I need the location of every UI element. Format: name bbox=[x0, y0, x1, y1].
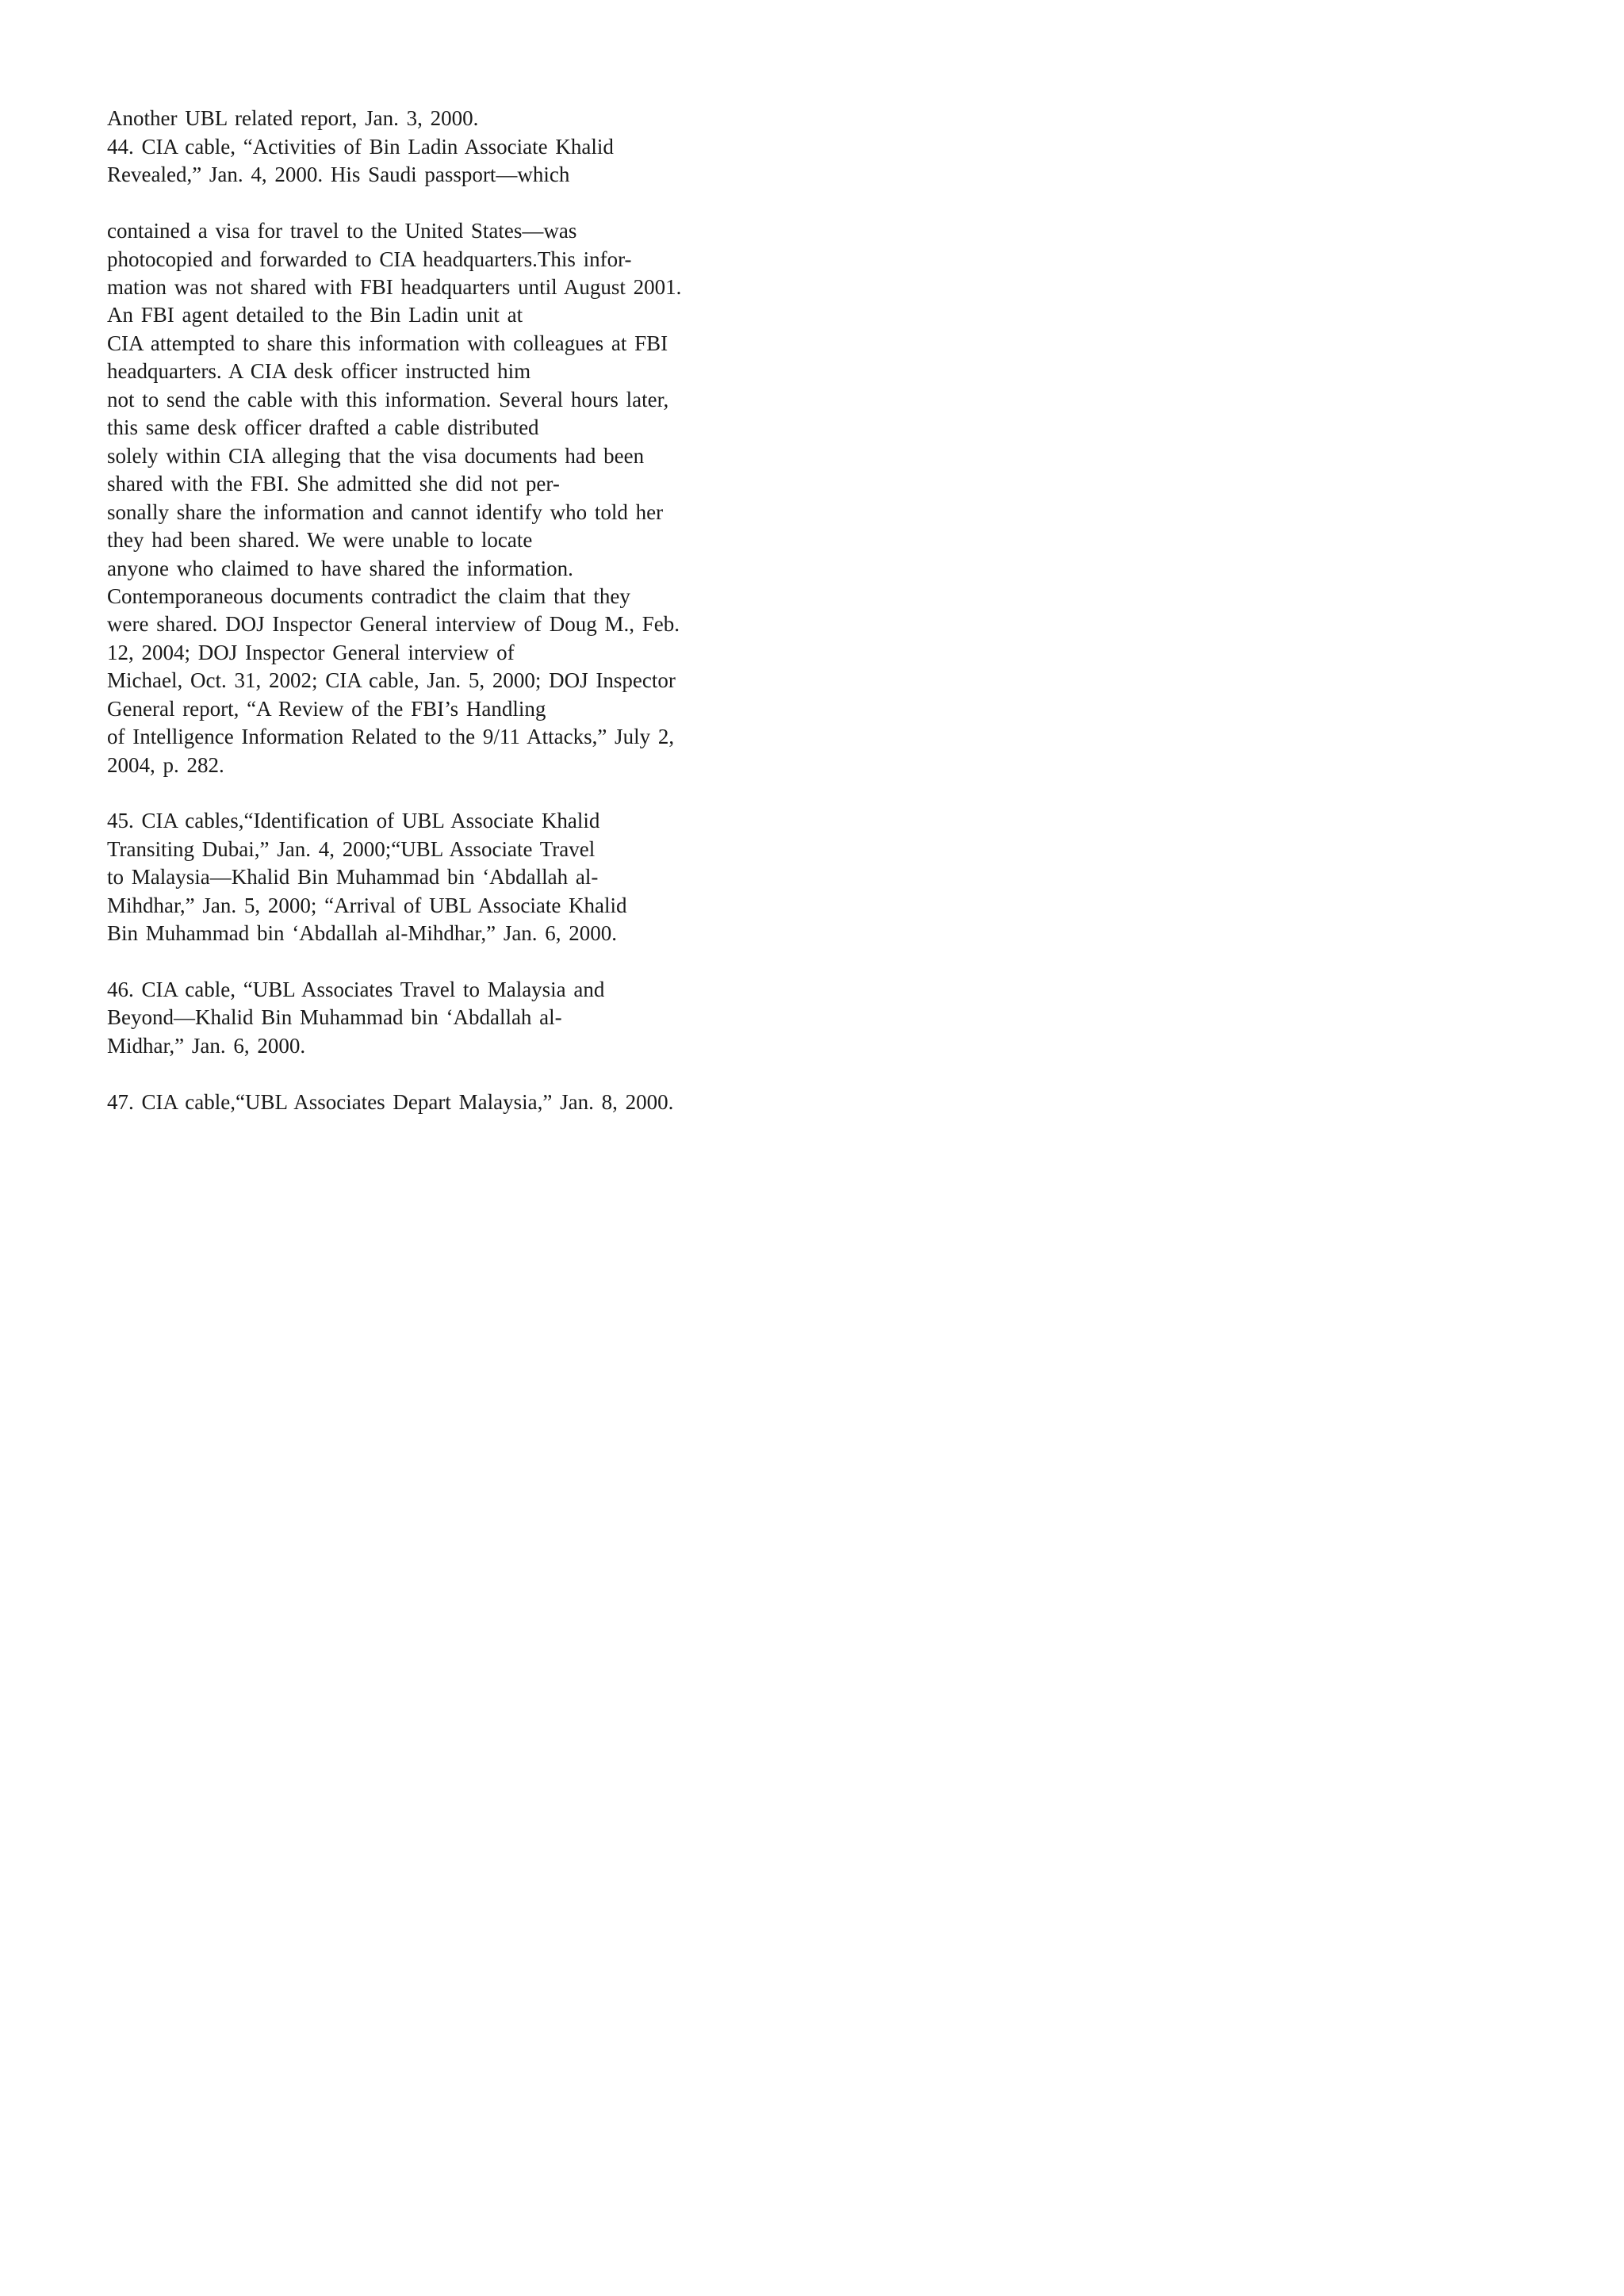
text-line: photocopied and forwarded to CIA headquarters.This infor- bbox=[107, 247, 632, 271]
text-line: shared with the FBI. She admitted she did not per- bbox=[107, 472, 560, 496]
text-line: 46. CIA cable, “UBL Associates Travel to Malaysia and bbox=[107, 978, 605, 1001]
text-line: General report, “A Review of the FBI’s Handling bbox=[107, 697, 546, 721]
text-line: Mihdhar,” Jan. 5, 2000; “Arrival of UBL Associate Khalid bbox=[107, 894, 627, 917]
text-line: 2004, p. 282. bbox=[107, 753, 224, 777]
text-line: Beyond—Khalid Bin Muhammad bin ‘Abdallah al- bbox=[107, 1005, 562, 1029]
text-line: contained a visa for travel to the United States—was bbox=[107, 219, 577, 243]
text-line: Revealed,” Jan. 4, 2000. His Saudi passport—which bbox=[107, 163, 570, 186]
text-line: An FBI agent detailed to the Bin Ladin unit at bbox=[107, 303, 523, 327]
text-line: 44. CIA cable, “Activities of Bin Ladin Associate Khalid bbox=[107, 135, 614, 159]
text-line: anyone who claimed to have shared the information. bbox=[107, 557, 573, 580]
text-line: not to send the cable with this information. Several hours later, bbox=[107, 388, 669, 411]
text-line: sonally share the information and cannot identify who told her bbox=[107, 500, 664, 524]
document-page bbox=[0, 0, 872, 1234]
text-line: were shared. DOJ Inspector General interview of Doug M., Feb. bbox=[107, 612, 680, 636]
text-line: Another UBL related report, Jan. 3, 2000. bbox=[107, 106, 479, 130]
text-line: headquarters. A CIA desk officer instructed him bbox=[107, 359, 531, 383]
text-line: mation was not shared with FBI headquarters until August 2001. bbox=[107, 275, 682, 299]
text-line: 47. CIA cable,“UBL Associates Depart Malaysia,” Jan. 8, 2000. bbox=[107, 1090, 674, 1114]
text-line: Bin Muhammad bin ‘Abdallah al-Mihdhar,” Jan. 6, 2000. bbox=[107, 921, 618, 945]
text-line: Midhar,” Jan. 6, 2000. bbox=[107, 1034, 306, 1058]
text-line: Transiting Dubai,” Jan. 4, 2000;“UBL Associate Travel bbox=[107, 837, 596, 861]
text-line: Contemporaneous documents contradict the claim that they bbox=[107, 584, 630, 608]
text-line: 45. CIA cables,“Identification of UBL Associate Khalid bbox=[107, 809, 600, 832]
text-line: CIA attempted to share this information with colleagues at FBI bbox=[107, 331, 668, 355]
text-line: they had been shared. We were unable to locate bbox=[107, 528, 533, 552]
text-line: 12, 2004; DOJ Inspector General interview of bbox=[107, 641, 515, 664]
text-line: of Intelligence Information Related to the 9/11 Attacks,” July 2, bbox=[107, 725, 675, 748]
text-line: to Malaysia—Khalid Bin Muhammad bin ‘Abdallah al- bbox=[107, 865, 599, 889]
text-line: Michael, Oct. 31, 2002; CIA cable, Jan. 5, 2000; DOJ Inspector bbox=[107, 668, 676, 692]
text-line: this same desk officer drafted a cable distributed bbox=[107, 415, 539, 439]
text-line: solely within CIA alleging that the visa documents had been bbox=[107, 444, 645, 468]
